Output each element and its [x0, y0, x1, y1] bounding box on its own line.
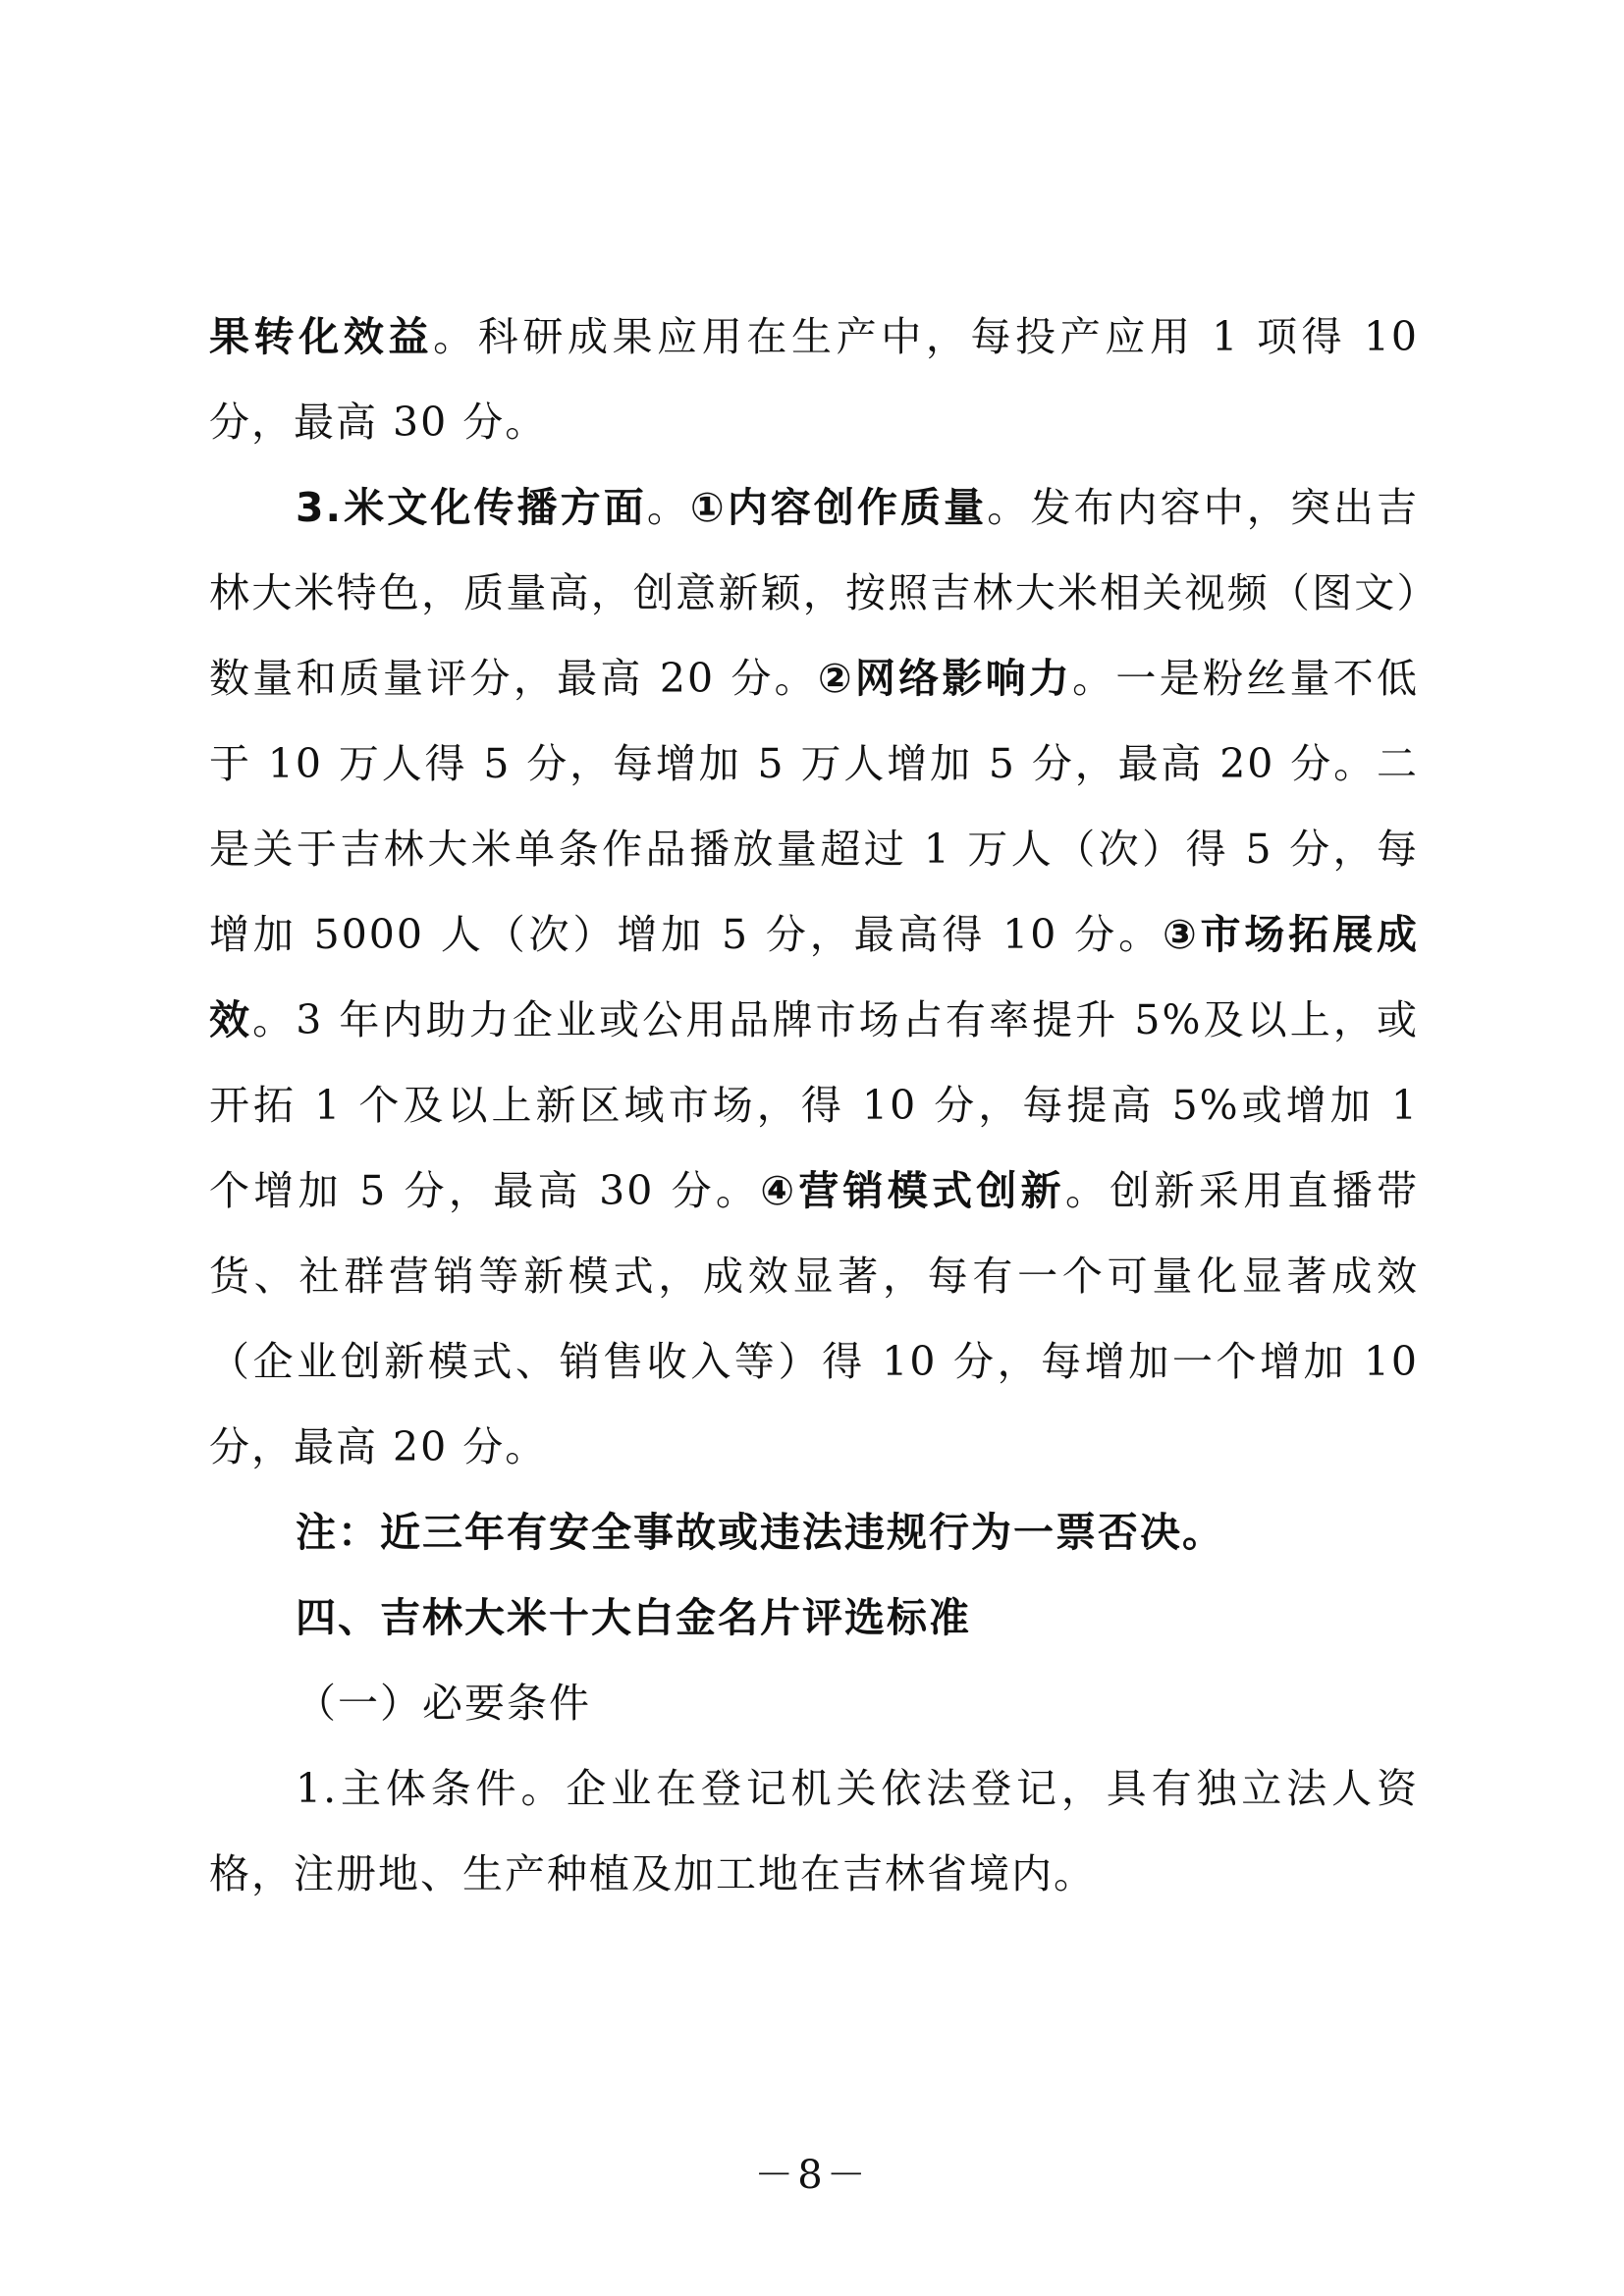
paragraph-text: 。创新采用直播带货、社群营销等新模式，成效显著，每有一个可量化显著成效（企业创新模式、销售收入等）得 10 分，每增加一个增加 10 分，最高 20 分。: [209, 1167, 1419, 1470]
bold-term-content-quality: ①内容创作质量: [689, 484, 988, 531]
bold-term-network-influence: ②网络影响力: [817, 655, 1073, 702]
paragraph-research-benefit: [209, 294, 1419, 465]
subsection-heading: （一）必要条件: [296, 1680, 591, 1727]
paragraph-text: 。: [646, 484, 690, 531]
page-number: －8－: [754, 2153, 870, 2198]
bold-term-rice-culture: 3.米文化传播方面: [296, 484, 647, 531]
bold-term-market-expansion: ③市场拓展成效: [209, 911, 1419, 1043]
paragraph-text: 。发布内容中，突出吉林大米特色，质量高，创意新颖，按照吉林大米相关视频（图文）数量和质量评分，最高 20 分。: [209, 484, 1420, 702]
paragraph-entity-conditions: 1.主体条件。企业在登记机关依法登记，具有独立法人资格，注册地、生产种植及加工地在吉林省境内。: [209, 1765, 1419, 1897]
paragraph-text: 。3 年内助力企业或公用品牌市场占有率提升 5%及以上，或开拓 1 个及以上新区域市场，得 10 分，每提高 5%或增加 1 个增加 5 分，最高 30 分。: [209, 996, 1419, 1214]
paragraph-text: 。科研成果应用在生产中，每投产应用 1 项得 10 分，最高 30 分。: [209, 313, 1420, 446]
bold-term-benefit: 果转化效益: [209, 313, 434, 360]
paragraph-rice-culture: [209, 465, 1419, 1490]
paragraph-text: 。一是粉丝量不低于 10 万人得 5 分，每增加 5 万人增加 5 分，最高 20 分。二是关于吉林大米单条作品播放量超过 1 万人（次）得 5 分，每增加 5000 人（次）增加 5 分，最高得 10 分。: [209, 655, 1419, 958]
document-body: [209, 294, 1419, 1917]
section-heading: 四、吉林大米十大白金名片评选标准: [296, 1594, 971, 1641]
note-veto: 注：近三年有安全事故或违法违规行为一票否决。: [296, 1509, 1224, 1556]
bold-term-marketing-innovation: ④营销模式创新: [760, 1167, 1065, 1214]
